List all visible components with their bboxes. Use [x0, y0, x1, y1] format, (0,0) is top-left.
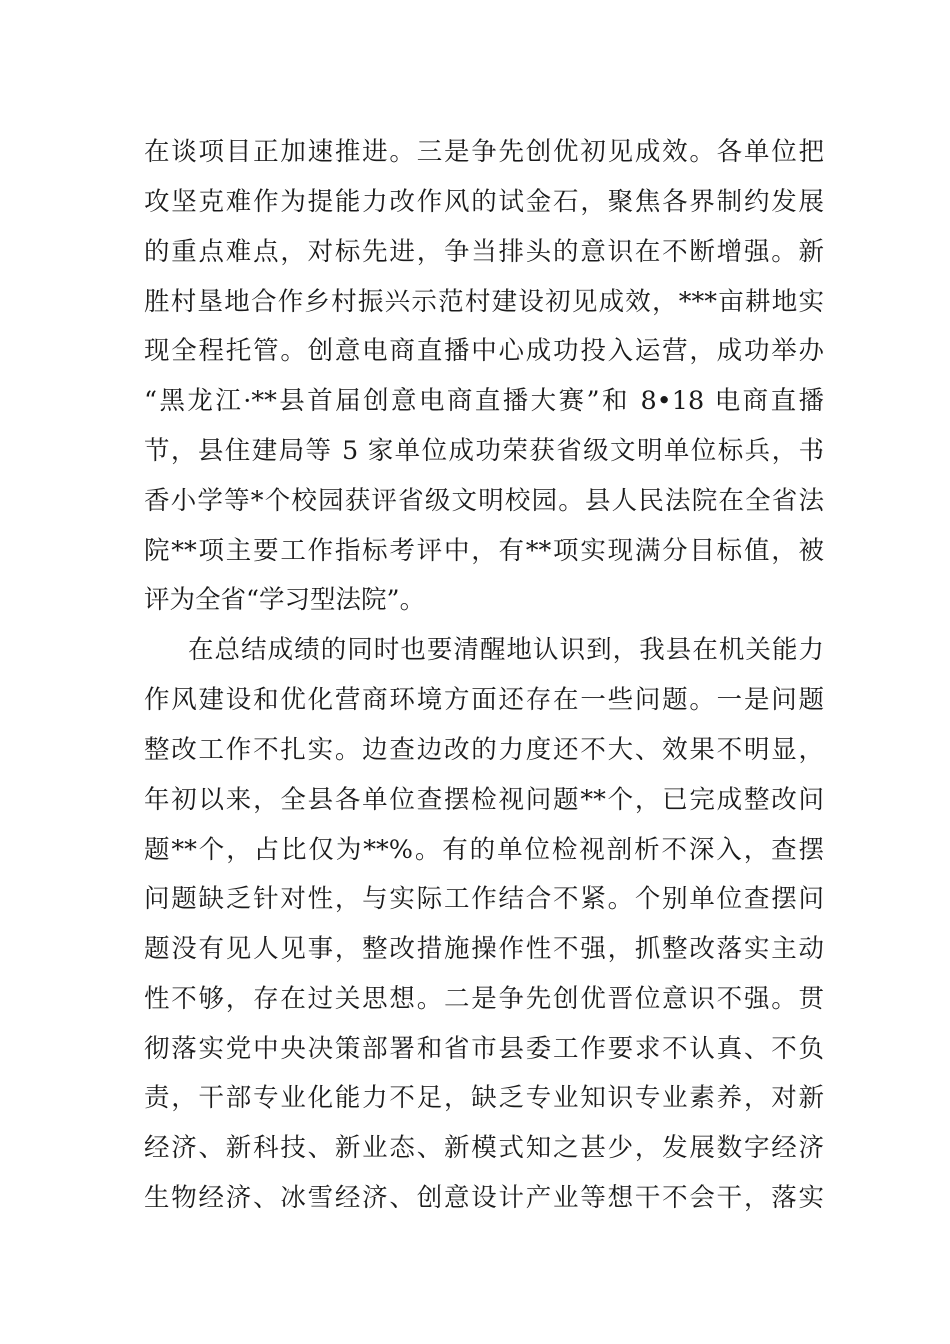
text-line: 的重点难点，对标先进，争当排头的意识在不断增强。新 [144, 237, 824, 267]
text-line: 在谈项目正加速推进。三是争先创优初见成效。各单位把 [144, 137, 824, 167]
text-line: 在总结成绩的同时也要清醒地认识到，我县在机关能力 [188, 635, 824, 665]
text-line: 节，县住建局等 5 家单位成功荣获省级文明单位标兵，书 [144, 436, 824, 466]
text-line: 题**个，占比仅为**%。有的单位检视剖析不深入，查摆 [144, 835, 824, 865]
text-line: 生物经济、冰雪经济、创意设计产业等想干不会干，落实 [144, 1183, 824, 1213]
text-line: 院**项主要工作指标考评中，有**项实现满分目标值，被 [144, 536, 824, 566]
text-line: 彻落实党中央决策部署和省市县委工作要求不认真、不负 [144, 1034, 824, 1064]
text-line: 经济、新科技、新业态、新模式知之甚少，发展数字经济 [144, 1133, 824, 1163]
text-line: 评为全省“学习型法院”。 [144, 585, 426, 615]
text-line: 年初以来，全县各单位查摆检视问题**个，已完成整改问 [144, 785, 824, 815]
text-line: 整改工作不扎实。边查边改的力度还不大、效果不明显， [144, 735, 824, 765]
text-line: 胜村垦地合作乡村振兴示范村建设初见成效，***亩耕地实 [144, 287, 824, 317]
text-line: 性不够，存在过关思想。二是争先创优晋位意识不强。贯 [144, 984, 824, 1014]
text-line: 攻坚克难作为提能力改作风的试金石，聚焦各界制约发展 [144, 187, 824, 217]
text-line: 香小学等*个校园获评省级文明校园。县人民法院在全省法 [144, 486, 824, 516]
text-line: 题没有见人见事，整改措施操作性不强，抓整改落实主动 [144, 934, 824, 964]
text-line: 作风建设和优化营商环境方面还存在一些问题。一是问题 [144, 685, 824, 715]
text-line: 现全程托管。创意电商直播中心成功投入运营，成功举办 [144, 336, 824, 366]
text-line: 问题缺乏针对性，与实际工作结合不紧。个别单位查摆问 [144, 884, 824, 914]
text-line: 责，干部专业化能力不足，缺乏专业知识专业素养，对新 [144, 1083, 824, 1113]
text-line: “黑龙江·**县首届创意电商直播大赛”和 8•18 电商直播 [144, 386, 824, 416]
